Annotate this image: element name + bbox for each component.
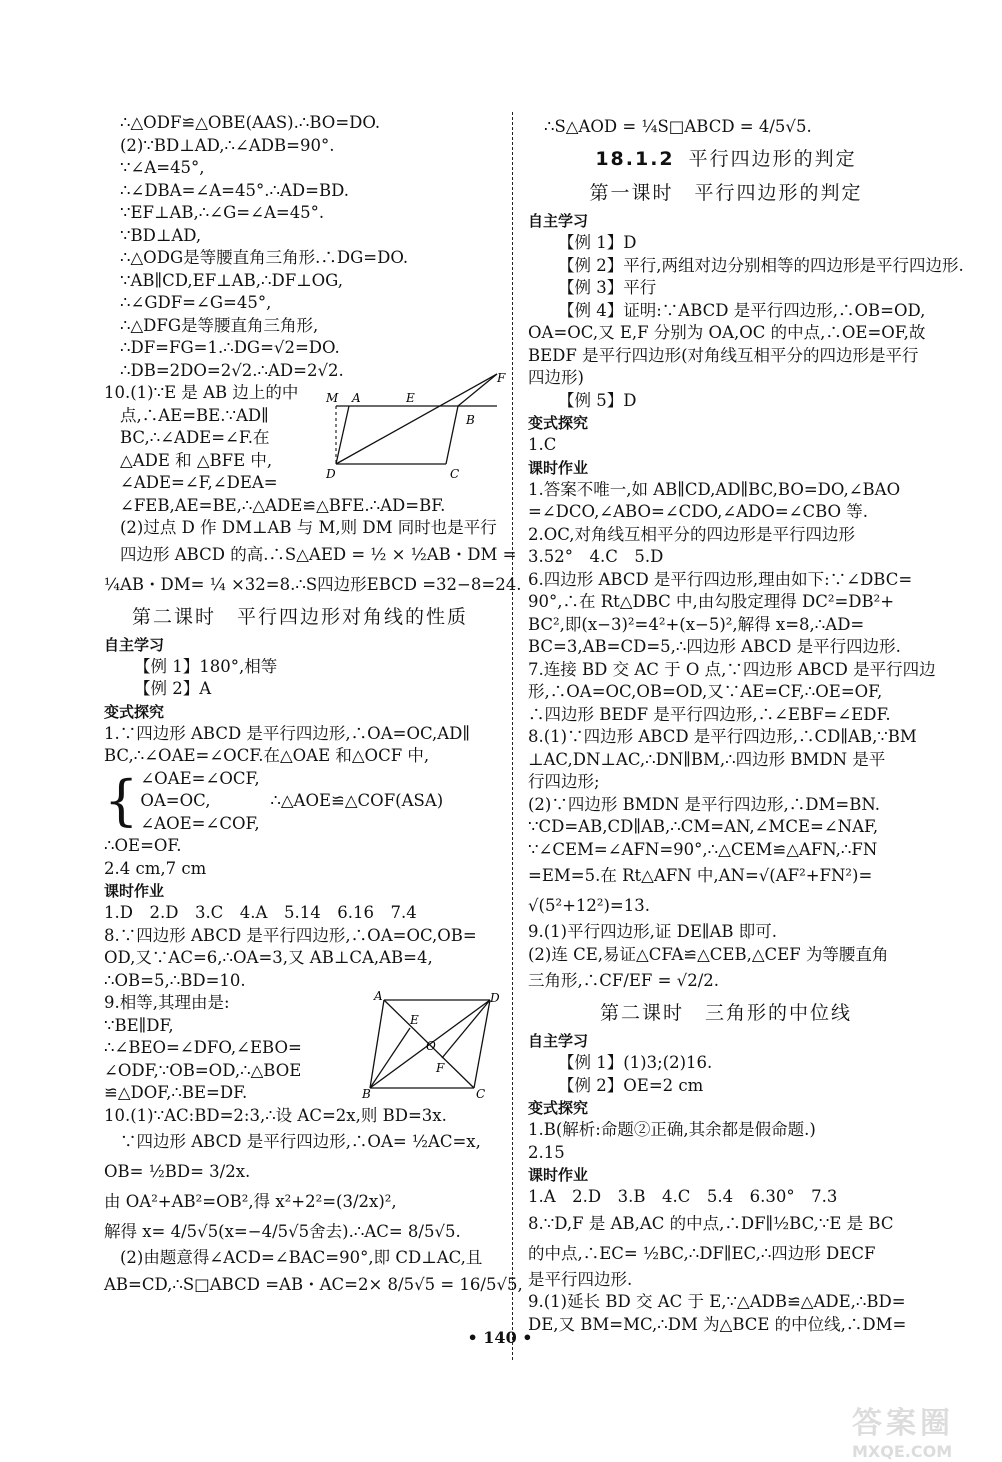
text-line: 1.答案不唯一,如 AB∥CD,AD∥BC,BO=DO,∠BAO [528, 479, 901, 499]
text-line: ∴DB=2DO=2√2.∴AD=2√2. [120, 360, 344, 380]
brace-symbol: { [104, 769, 139, 833]
fig2-label-F: F [436, 1061, 445, 1075]
text-line: ∴四边形 BEDF 是平行四边形,∴∠EBF=∠EDF. [528, 704, 891, 724]
fig1-label-E: E [406, 391, 415, 405]
text-line: 【例 2】平行,两组对边分别相等的四边形是平行四边形. [558, 255, 964, 275]
text-line: ∴△DFG是等腰直角三角形, [120, 315, 319, 335]
text-line: 3.52° 4.C 5.D [528, 547, 664, 566]
question-10-wrapped-text [104, 382, 324, 495]
text-line: ∵∠CEM=∠AFN=90°,∴△CEM≌△AFN,∴FN [528, 839, 878, 859]
text-line: 【例 5】D [558, 390, 637, 410]
text-line: 点,∴AE=BE.∵AD∥ [120, 405, 269, 425]
parallelogram-figure-1 [326, 372, 506, 482]
text-line: OB= ½BD= 3/2x. [104, 1162, 251, 1181]
text-line: ¼AB・DM= ¼ ×32=8.∴S四边形EBCD =32−8=24. [104, 574, 522, 594]
text-line: 2.OC,对角线互相平分的四边形是平行四边形 [528, 524, 856, 544]
text-line: ∵BE∥DF, [104, 1015, 174, 1035]
text-line: (2)由题意得∠ACD=∠BAC=90°,即 CD⊥AC,且 [120, 1248, 483, 1267]
text-line: ∴∠BEO=∠DFO,∠EBO= [104, 1038, 302, 1057]
text-line: ⊥AC,DN⊥AC,∴DN∥BM,∴四边形 BMDN 是平 [528, 749, 886, 769]
question-9-wrapped-text [104, 992, 324, 1105]
text-line: ∵∠A=45°, [120, 158, 205, 177]
text-line: 10.(1)∵AC:BD=2:3,∴设 AC=2x,则 BD=3x. [104, 1105, 447, 1125]
text-line: ∵AB∥CD,EF⊥AB,∴DF⊥OG, [120, 270, 344, 290]
text-line: 8.∵D,F 是 AB,AC 的中点,∴DF∥½BC,∵E 是 BC [528, 1213, 894, 1233]
text-line: 【例 2】A [134, 679, 212, 698]
text-line: BEDF 是平行四边形(对角线互相平分的四边形是平行 [528, 345, 919, 365]
fig1-label-A: A [352, 391, 361, 405]
section-heading: 课时作业 [528, 458, 589, 477]
section-heading: 课时作业 [528, 1166, 589, 1184]
text-line: 是平行四边形. [528, 1269, 633, 1289]
text-line: BC=3,AB=CD=5,∴四边形 ABCD 是平行四边形. [528, 637, 901, 656]
fig1-label-C: C [450, 467, 460, 481]
text-line: ∴OE=OF. [104, 836, 182, 855]
text-line: 1.C [528, 435, 557, 454]
text-line: √(5²+12²)=13. [528, 896, 651, 915]
section-heading: 课时作业 [104, 882, 165, 900]
text-line: (2)∵四边形 BMDN 是平行四边形,∴DM=BN. [528, 794, 880, 814]
fig2-label-E: E [410, 1013, 419, 1027]
text-line: ∴OB=5,∴BD=10. [104, 970, 246, 990]
fig2-label-D: D [490, 991, 500, 1005]
text-line: ∴△AOE≌△COF(ASA) [270, 791, 444, 810]
section-heading: 变式探究 [528, 414, 589, 432]
text-line: ∴△ODF≌△OBE(AAS).∴BO=DO. [120, 113, 381, 132]
text-line: 10.(1)∵E 是 AB 边上的中 [104, 383, 299, 402]
section-heading: 自主学习 [528, 212, 589, 230]
text-line: 8.(1)∵四边形 ABCD 是平行四边形,∴CD∥AB,∵BM [528, 727, 917, 746]
text-line: 行四边形; [528, 772, 600, 791]
text-line: 【例 1】180°,相等 [134, 656, 278, 676]
text-line: 9.(1)延长 BD 交 AC 于 E,∵△ADB≌△ADE,∴BD= [528, 1292, 906, 1311]
text-line: OA=OC,又 E,F 分别为 OA,OC 的中点,∴OE=OF,故 [528, 323, 926, 342]
text-line: 2.15 [528, 1142, 565, 1162]
section-heading: 自主学习 [528, 1032, 589, 1050]
text-line: OA=OC, [140, 791, 211, 810]
text-line: ∴△ODG是等腰直角三角形.∴DG=DO. [120, 248, 409, 267]
text-line: 四边形) [528, 368, 584, 387]
text-line: 【例 1】(1)3;(2)16. [558, 1053, 713, 1072]
text-line: (2)连 CE,易证△CFA≌△CEB,△CEF 为等腰直角 [528, 944, 889, 964]
lesson-title: 第一课时 平行四边形的判定 [589, 182, 863, 204]
right-column [528, 112, 964, 1336]
text-line: 由 OA²+AB²=OB²,得 x²+2²=(3/2x)², [104, 1192, 397, 1211]
text-line: ∵EF⊥AB,∴∠G=∠A=45°. [120, 203, 325, 222]
text-line: =EM=5.在 Rt△AFN 中,AN=√(AF²+FN²)= [528, 866, 873, 885]
chapter-heading [528, 142, 924, 176]
fig1-label-F: F [497, 371, 506, 385]
question-9-block [104, 989, 500, 1105]
text-line: 9.(1)平行四边形,证 DE∥AB 即可. [528, 922, 778, 941]
text-line: 形,∴OA=OC,OB=OD,又∵AE=CF,∴OE=OF, [528, 682, 883, 701]
text-line: ∴∠GDF=∠G=45°, [120, 293, 272, 312]
text-line: ∵BD⊥AD, [120, 225, 202, 245]
left-pre-block [104, 112, 496, 382]
text-line: ∴S△AOD = ¼S□ABCD = 4/5√5. [544, 117, 812, 136]
text-line: ∠FEB,AE=BE,∴△ADE≌△BFE.∴AD=BF. [120, 495, 446, 515]
text-line: BC²,即(x−3)²=4²+(x−5)²,解得 x=8,∴AD= [528, 614, 865, 634]
chapter-title: 平行四边形的判定 [688, 148, 857, 170]
text-line: 1.A 2.D 3.B 4.C 5.4 6.30° 7.3 [528, 1187, 838, 1206]
text-line: ∠ODF,∵OB=OD,∴△BOE [104, 1060, 302, 1080]
text-line: 1.∵四边形 ABCD 是平行四边形,∴OA=OC,AD∥ [104, 723, 471, 743]
text-line: ∴DF=FG=1.∴DG=√2=DO. [120, 338, 340, 357]
fig2-label-B: B [362, 1087, 371, 1101]
watermark-logo [852, 1398, 1002, 1462]
text-line: ∵CD=AB,CD∥AB,∴CM=AN,∠MCE=∠NAF, [528, 817, 879, 836]
text-line: ∠ADE=∠F,∠DEA= [120, 473, 278, 492]
column-divider [512, 112, 513, 1360]
fig2-label-A: A [374, 989, 383, 1003]
text-line: BC,∴∠OAE=∠OCF.在△OAE 和△OCF 中, [104, 746, 430, 765]
text-line: 【例 3】平行 [558, 278, 657, 297]
text-line: 1.D 2.D 3.C 4.A 5.14 6.16 7.4 [104, 903, 417, 922]
text-line: 四边形 ABCD 的高.∴S△AED = ½ × ½AB・DM = [120, 544, 517, 564]
text-line: (2)∵BD⊥AD,∴∠ADB=90°. [120, 135, 335, 155]
section-heading: 变式探究 [528, 1099, 589, 1117]
left-column [104, 112, 523, 1300]
watermark-mark: 答案圈 [852, 1406, 954, 1441]
text-line: 三角形,∴CF/EF = √2/2. [528, 971, 719, 990]
text-line: ∠OAE=∠OCF, [140, 768, 260, 788]
text-line: 7.连接 BD 交 AC 于 O 点,∵四边形 ABCD 是平行四边 [528, 659, 936, 679]
text-line: 6.四边形 ABCD 是平行四边形,理由如下:∵∠DBC= [528, 569, 913, 589]
text-line: 【例 1】D [558, 233, 637, 252]
lesson-title: 第二课时 平行四边形对角线的性质 [131, 605, 468, 628]
parallelogram-figure-2 [362, 989, 500, 1101]
text-line: ∠AOE=∠COF, [140, 813, 260, 833]
fig1-label-B: B [466, 413, 475, 427]
text-line: 90°,∴在 Rt△DBC 中,由勾股定理得 DC²=DB²+ [528, 592, 895, 611]
fig1-label-M: M [326, 391, 339, 405]
text-line: DE,又 BM=MC,∴DM 为△BCE 的中位线,∴DM= [528, 1314, 907, 1334]
section-heading: 变式探究 [104, 702, 165, 721]
fig1-label-D: D [326, 467, 336, 481]
fig2-label-C: C [476, 1087, 486, 1101]
text-line: 8.∵四边形 ABCD 是平行四边形,∴OA=OC,OB= [104, 925, 477, 945]
section-heading: 自主学习 [104, 635, 165, 654]
text-line: (2)过点 D 作 DM⊥AB 与 M,则 DM 同时也是平行 [120, 518, 497, 537]
text-line: 9.相等,其理由是: [104, 993, 230, 1012]
watermark-url: MXQE.COM [852, 1442, 953, 1461]
lesson-title: 第二课时 三角形的中位线 [599, 1002, 852, 1024]
text-line: AB=CD,∴S□ABCD =AB・AC=2× 8/5√5 = 16/5√5, [104, 1274, 523, 1294]
text-line: OD,又∵AC=6,∴OA=3,又 AB⊥CA,AB=4, [104, 948, 433, 967]
brace-lines [140, 768, 270, 836]
page-number: • 140 • [467, 1328, 533, 1347]
text-line: 2.4 cm,7 cm [104, 858, 207, 878]
text-line: ∴∠DBA=∠A=45°.∴AD=BD. [120, 180, 349, 200]
text-line: △ADE 和 △BFE 中, [120, 450, 273, 470]
text-line: 【例 2】OE=2 cm [558, 1075, 704, 1095]
brace-system [104, 768, 496, 836]
text-line: 1.B(解析:命题②正确,其余都是假命题.) [528, 1120, 816, 1139]
fig2-label-O: O [426, 1039, 436, 1053]
question-10-block [104, 371, 506, 495]
text-line: ∵四边形 ABCD 是平行四边形,∴OA= ½AC=x, [120, 1132, 481, 1151]
text-line: ≌△DOF,∴BE=DF. [104, 1083, 248, 1102]
text-line: BC,∴∠ADE=∠F.在 [120, 428, 270, 447]
text-line: 【例 4】证明:∵ABCD 是平行四边形,∴OB=OD, [558, 300, 926, 320]
text-line: 的中点,∴EC= ½BC,∴DF∥EC,∴四边形 DECF [528, 1243, 876, 1263]
text-line: 解得 x= 4/5√5(x=−4/5√5舍去).∴AC= 8/5√5. [104, 1222, 461, 1241]
text-line: =∠DCO,∠ABO=∠CDO,∠ADO=∠CBO 等. [528, 502, 869, 521]
chapter-number: 18.1.2 [595, 148, 675, 170]
